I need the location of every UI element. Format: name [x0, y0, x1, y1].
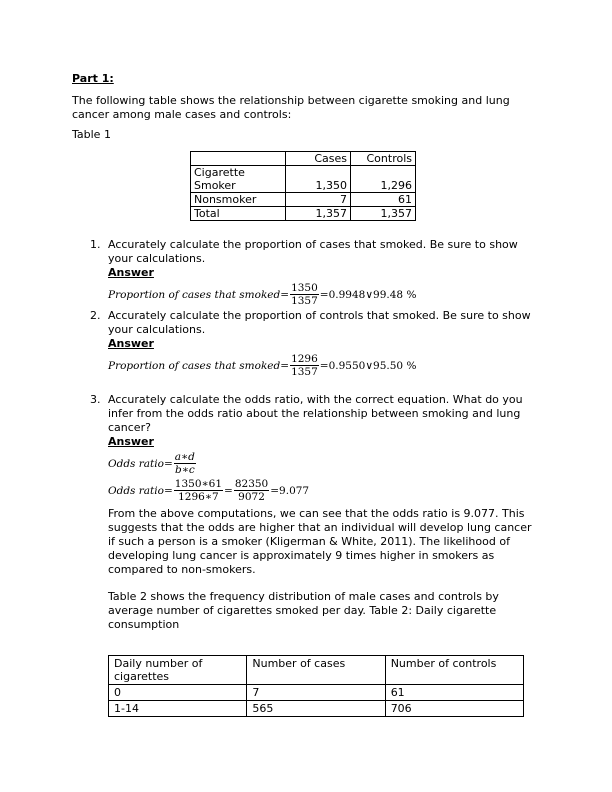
- equation-lhs: Proportion of cases that smoked: [108, 288, 281, 301]
- fraction-numerator: 82350: [234, 478, 269, 490]
- fraction: [174, 478, 223, 503]
- equation-result: 9.077: [279, 484, 310, 497]
- table-daily-consumption: [108, 655, 524, 717]
- question-text: Accurately calculate the odds ratio, with the correct equation. What do you infer from the odds ratio about the relationship between smoking and lung cancer?: [108, 393, 523, 434]
- table-cell: 1-14: [109, 701, 247, 717]
- table1-label: Table 1: [72, 128, 111, 141]
- question-3: [90, 393, 540, 503]
- fraction-denominator: 1296∗7: [178, 491, 219, 503]
- table-cell-label: Cigarette Smoker: [191, 166, 286, 193]
- intro-paragraph: The following table shows the relationship between cigarette smoking and lung cancer among male cases and controls:: [72, 94, 510, 121]
- table-cell-cases: 7: [286, 193, 351, 207]
- table-smoking-cancer: [190, 151, 416, 221]
- question-text: Accurately calculate the proportion of cases that smoked. Be sure to show your calculations.: [108, 238, 518, 265]
- table-cell-controls: 1,296: [351, 166, 416, 193]
- table-cell: 0: [109, 685, 247, 701]
- question-number: 2.: [90, 309, 101, 322]
- table2-intro: Table 2 shows the frequency distribution of male cases and controls by average number of cigarettes smoked per day. Table 2: Daily cigarette consumption: [108, 590, 499, 631]
- table-cell-cases: 1,357: [286, 207, 351, 221]
- table-cell-controls: 1,357: [351, 207, 416, 221]
- table-row: [109, 701, 524, 717]
- equation-q1: Proportion of cases that smoked = $\frac{1350}{1357}$ = 0.9948 ∨ 99.48 %: [108, 282, 417, 307]
- fraction-denominator: b∗c: [174, 464, 195, 476]
- table-cell-controls: 61: [351, 193, 416, 207]
- fraction-denominator: 9072: [238, 491, 265, 503]
- equation-q2: Proportion of cases that smoked = $\frac{1296}{1357}$ = 0.9550 ∨ 95.50 %: [108, 353, 417, 378]
- question-2: [90, 309, 540, 378]
- equation-result: 0.9550: [328, 359, 366, 372]
- answer-label: Answer: [108, 266, 154, 279]
- fraction-numerator: a∗d: [174, 451, 195, 463]
- table-header-blank: [191, 152, 286, 166]
- answer-label: Answer: [108, 435, 154, 448]
- fraction-numerator: 1296: [291, 353, 318, 365]
- table-header-daily: Daily number of cigarettes: [109, 656, 247, 685]
- table-header-cases: Cases: [286, 152, 351, 166]
- table-header-controls: Controls: [351, 152, 416, 166]
- question-1: [90, 238, 540, 307]
- fraction: [290, 282, 319, 307]
- equation-result: 0.9948: [328, 288, 366, 301]
- table-row: [191, 166, 416, 193]
- table-row: [109, 685, 524, 701]
- question-number: 1.: [90, 238, 101, 251]
- fraction-denominator: 1357: [291, 366, 318, 378]
- table-row: [191, 207, 416, 221]
- table-cell: 61: [385, 685, 523, 701]
- table-cell-label: Nonsmoker: [191, 193, 286, 207]
- equation-lhs: Odds ratio: [108, 457, 164, 470]
- equation-percent: 95.50 %: [373, 359, 417, 372]
- fraction: [290, 353, 319, 378]
- answer-label: Answer: [108, 337, 154, 350]
- table-header-row: [191, 152, 416, 166]
- equation-odds-calc: Odds ratio = $\frac{1350∗61}{1296∗7}$ = $\frac{82350}{9072}$ = 9.077: [108, 478, 310, 503]
- fraction-numerator: 1350: [291, 282, 318, 294]
- fraction: [234, 478, 269, 503]
- table-cell: 7: [247, 685, 385, 701]
- equation-percent: 99.48 %: [373, 288, 417, 301]
- table-header-controls: Number of controls: [385, 656, 523, 685]
- equation-lhs: Odds ratio: [108, 484, 164, 497]
- table-header-row: [109, 656, 524, 685]
- equation-lhs: Proportion of cases that smoked: [108, 359, 281, 372]
- fraction: [174, 451, 196, 476]
- table-cell: 706: [385, 701, 523, 717]
- equation-odds-formula: Odds ratio = $\frac{a∗d}{b∗c}$: [108, 451, 195, 476]
- fraction-numerator: 1350∗61: [174, 478, 223, 490]
- question-number: 3.: [90, 393, 101, 406]
- table-row: [191, 193, 416, 207]
- table-cell-label: Total: [191, 207, 286, 221]
- table-cell: 565: [247, 701, 385, 717]
- table-cell-cases: 1,350: [286, 166, 351, 193]
- question-text: Accurately calculate the proportion of controls that smoked. Be sure to show your calculations.: [108, 309, 531, 336]
- odds-ratio-interpretation: From the above computations, we can see that the odds ratio is 9.077. This suggests that the odds are higher that an individual will develop lung cancer if such a person is a smoker (Kligerman & White, 2011). The likelihood of developing lung cancer is approximately 9 times higher in smokers as compared to non-smokers.: [108, 507, 532, 576]
- table-header-cases: Number of cases: [247, 656, 385, 685]
- fraction-denominator: 1357: [291, 295, 318, 307]
- page-heading: Part 1:: [72, 72, 114, 85]
